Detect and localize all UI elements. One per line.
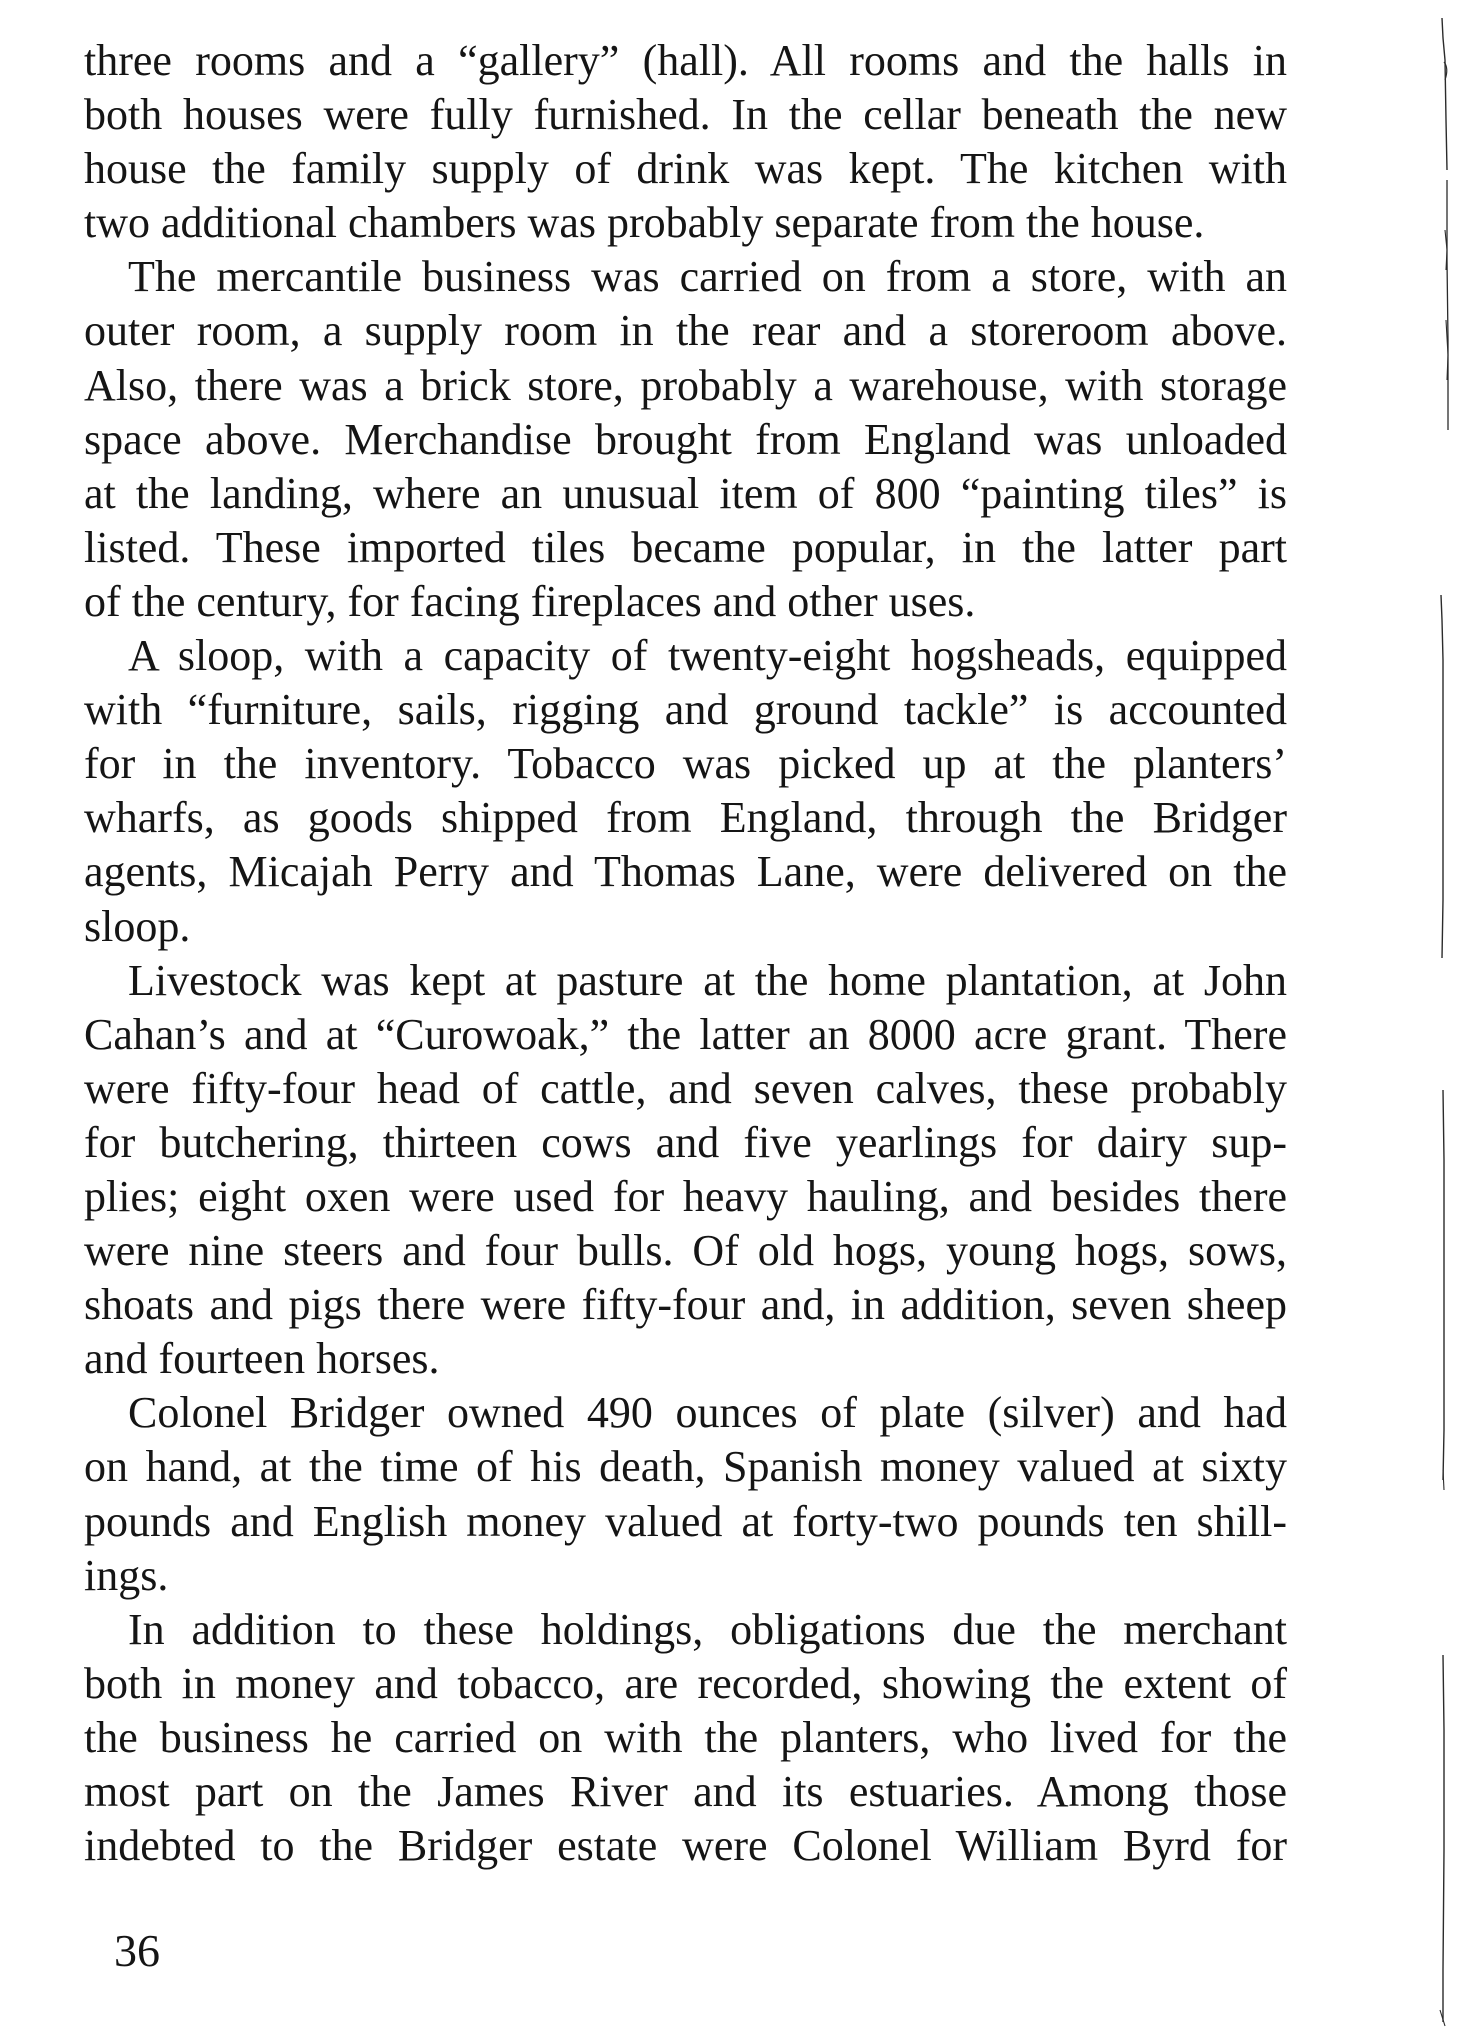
text-line: agents, Micajah Perry and Thomas Lane, were delivered on the <box>84 847 1287 897</box>
text-line: two additional chambers was probably separate from the house. <box>84 198 1205 248</box>
text-line: for butchering, thirteen cows and five yearlings for dairy sup- <box>84 1117 1287 1167</box>
text-line: listed. These imported tiles became popular, in the latter part <box>84 522 1287 572</box>
text-line: house the family supply of drink was kept. The kitchen with <box>84 144 1287 194</box>
text-line: and fourteen horses. <box>84 1334 440 1384</box>
text-line: Also, there was a brick store, probably a warehouse, with storage <box>84 360 1287 410</box>
text-line: with “furniture, sails, rigging and ground tackle” is accounted <box>84 685 1287 735</box>
text-line: both houses were fully furnished. In the cellar beneath the new <box>84 90 1287 140</box>
text-line: the business he carried on with the planters, who lived for the <box>84 1712 1287 1762</box>
body-text <box>84 34 1287 1873</box>
text-line: plies; eight oxen were used for heavy hauling, and besides there <box>84 1171 1287 1221</box>
text-line: pounds and English money valued at forty-two pounds ten shill- <box>84 1496 1287 1546</box>
text-line: space above. Merchandise brought from England was unloaded <box>84 414 1287 464</box>
text-line: most part on the James River and its estuaries. Among those <box>84 1767 1287 1816</box>
text-line: at the landing, where an unusual item of 800 “painting tiles” is <box>84 468 1287 518</box>
text-line: on hand, at the time of his death, Spanish money valued at sixty <box>84 1442 1287 1492</box>
text-line: sloop. <box>84 901 191 951</box>
text-line: The mercantile business was carried on from a store, with an <box>128 252 1287 302</box>
text-line: outer room, a supply room in the rear and a storeroom above. <box>84 306 1287 356</box>
text-line: ings. <box>84 1550 169 1600</box>
text-line: A sloop, with a capacity of twenty-eight hogsheads, equipped <box>128 631 1287 681</box>
page-number: 36 <box>114 1925 160 1976</box>
text-line: Livestock was kept at pasture at the home plantation, at John <box>128 955 1287 1005</box>
text-line: for in the inventory. Tobacco was picked up at the planters’ <box>84 739 1287 789</box>
text-line: were fifty-four head of cattle, and seven calves, these probably <box>84 1063 1287 1113</box>
text-line: were nine steers and four bulls. Of old hogs, young hogs, sows, <box>84 1226 1287 1276</box>
text-line: Colonel Bridger owned 490 ounces of plate (silver) and had <box>128 1388 1287 1438</box>
text-line: indebted to the Bridger estate were Colonel William Byrd for <box>84 1821 1287 1871</box>
text-line: wharfs, as goods shipped from England, through the Bridger <box>84 793 1287 843</box>
text-line: In addition to these holdings, obligations due the merchant <box>128 1604 1287 1654</box>
text-line: shoats and pigs there were fifty-four and, in addition, seven sheep <box>84 1280 1287 1330</box>
text-line: three rooms and a “gallery” (hall). All rooms and the halls in <box>84 36 1287 85</box>
scan-edge-artifact <box>1435 0 1476 2041</box>
text-line: Cahan’s and at “Curowoak,” the latter an 8000 acre grant. There <box>84 1009 1287 1059</box>
text-line: of the century, for facing fireplaces and other uses. <box>84 576 976 626</box>
text-line: both in money and tobacco, are recorded, showing the extent of <box>84 1658 1287 1708</box>
